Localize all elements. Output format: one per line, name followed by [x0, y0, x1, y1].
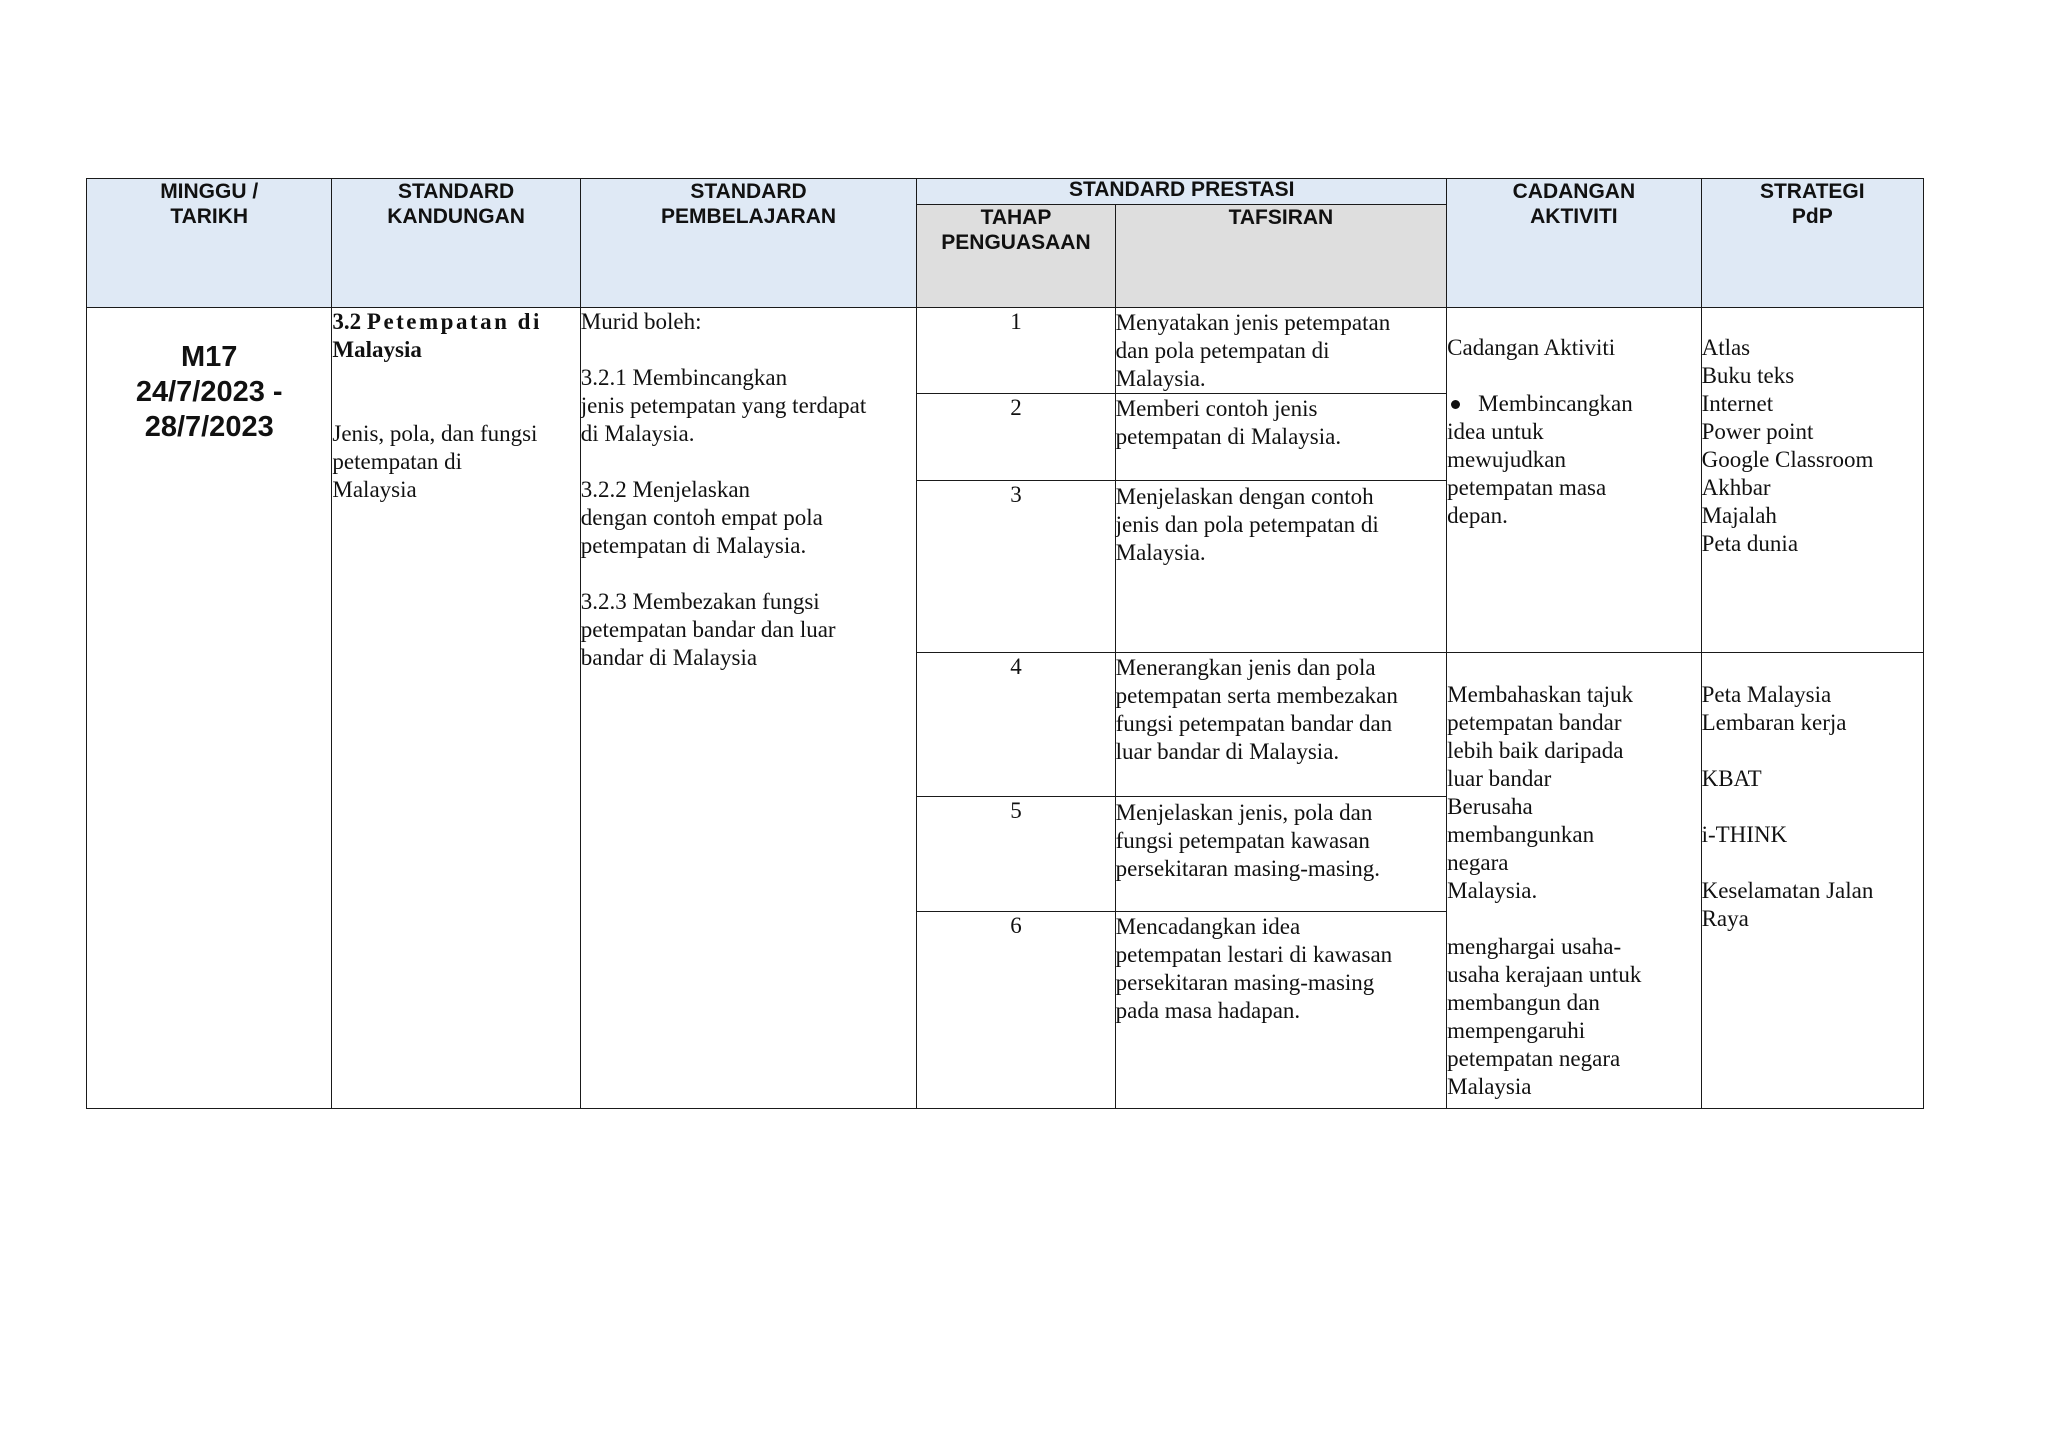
header-standard-pembelajaran: STANDARD PEMBELAJARAN: [580, 179, 917, 308]
tafsiran-5: Menjelaskan jenis, pola dan fungsi petempatan kawasan persekitaran masing-masing.: [1115, 797, 1447, 912]
aktiviti-top-cell: Cadangan Aktiviti Membincangkan idea untuk mewujudkan petempatan masa depan.: [1447, 308, 1701, 653]
header-row-1: [87, 179, 1924, 205]
pembelajaran-item-1: 3.2.1 Membincangkan jenis petempatan yang terdapat di Malaysia.: [580, 365, 867, 446]
strategi-item: Buku teks: [1701, 363, 1795, 388]
strategi-item: Power point: [1701, 419, 1814, 444]
standard-pembelajaran-cell: [580, 308, 917, 1109]
aktiviti-title: Cadangan Aktiviti: [1447, 335, 1616, 360]
lesson-plan-table: [86, 178, 1924, 1109]
strategi-item: Keselamatan Jalan: [1701, 878, 1874, 903]
kandungan-title: 3.2 Petempatan di Malaysia: [332, 309, 542, 362]
kandungan-description: Jenis, pola, dan fungsi petempatan di Malaysia: [332, 421, 538, 502]
strategi-item: i-THINK: [1701, 822, 1788, 847]
strategi-item: Akhbar: [1701, 475, 1771, 500]
tafsiran-3: Menjelaskan dengan contoh jenis dan pola petempatan di Malaysia.: [1115, 481, 1447, 653]
week-date-start: 24/7/2023 -: [135, 376, 283, 408]
tahap-5: 5: [917, 797, 1115, 912]
week-date-end: 28/7/2023: [144, 411, 274, 443]
strategi-item: KBAT: [1701, 766, 1762, 791]
header-cadangan-aktiviti: CADANGAN AKTIVITI: [1447, 179, 1701, 308]
tahap-6: 6: [917, 912, 1115, 1109]
pembelajaran-item-2: 3.2.2 Menjelaskan dengan contoh empat pola petempatan di Malaysia.: [580, 477, 823, 558]
week-code: M17: [180, 341, 238, 373]
strategi-bottom-cell: [1701, 653, 1923, 1109]
tafsiran-4: Menerangkan jenis dan pola petempatan serta membezakan fungsi petempatan bandar dan luar bandar di Malaysia.: [1115, 653, 1447, 797]
aktiviti-bullet: Membincangkan: [1447, 390, 1700, 418]
header-standard-kandungan: STANDARD KANDUNGAN: [332, 179, 580, 308]
strategi-item: Majalah: [1701, 503, 1777, 528]
strategi-item: Raya: [1701, 906, 1749, 931]
aktiviti-bottom-cell: [1447, 653, 1701, 1109]
header-strategi-pdp: STRATEGI PdP: [1701, 179, 1923, 308]
week-cell: [87, 308, 332, 1109]
aktiviti-paragraph-2: menghargai usaha- usaha kerajaan untuk membangun dan mempengaruhi petempatan negara Malaysia: [1447, 934, 1642, 1099]
header-tafsiran: TAFSIRAN: [1115, 205, 1447, 308]
strategi-item: Lembaran kerja: [1701, 710, 1847, 735]
aktiviti-paragraph-1: Membahaskan tajuk petempatan bandar lebih baik daripada luar bandar Berusaha membangunkan negara Malaysia.: [1447, 682, 1634, 903]
strategi-item: Atlas: [1701, 335, 1751, 360]
standard-kandungan-cell: [332, 308, 580, 1109]
tahap-4: 4: [917, 653, 1115, 797]
pembelajaran-item-3: 3.2.3 Membezakan fungsi petempatan bandar dan luar bandar di Malaysia: [580, 589, 836, 670]
strategi-top-cell: [1701, 308, 1923, 653]
bullet-icon: [1451, 400, 1460, 409]
tahap-3: 3: [917, 481, 1115, 653]
tafsiran-6: Mencadangkan idea petempatan lestari di kawasan persekitaran masing-masing pada masa hadapan.: [1115, 912, 1447, 1109]
strategi-item: Internet: [1701, 391, 1774, 416]
tahap-1: 1: [917, 308, 1115, 394]
strategi-item: Google Classroom: [1701, 447, 1874, 472]
strategi-item: Peta Malaysia: [1701, 682, 1832, 707]
tafsiran-1: Menyatakan jenis petempatan dan pola petempatan di Malaysia.: [1115, 308, 1447, 394]
pembelajaran-intro: Murid boleh:: [580, 309, 702, 334]
header-minggu-tarikh: MINGGU / TARIKH: [87, 179, 332, 308]
tafsiran-2: Memberi contoh jenis petempatan di Malaysia.: [1115, 394, 1447, 481]
header-tahap-penguasaan: TAHAP PENGUASAAN: [917, 205, 1115, 308]
strategi-item: Peta dunia: [1701, 531, 1799, 556]
header-standard-prestasi: STANDARD PRESTASI: [917, 179, 1447, 205]
table-row: [87, 308, 1924, 394]
tahap-2: 2: [917, 394, 1115, 481]
